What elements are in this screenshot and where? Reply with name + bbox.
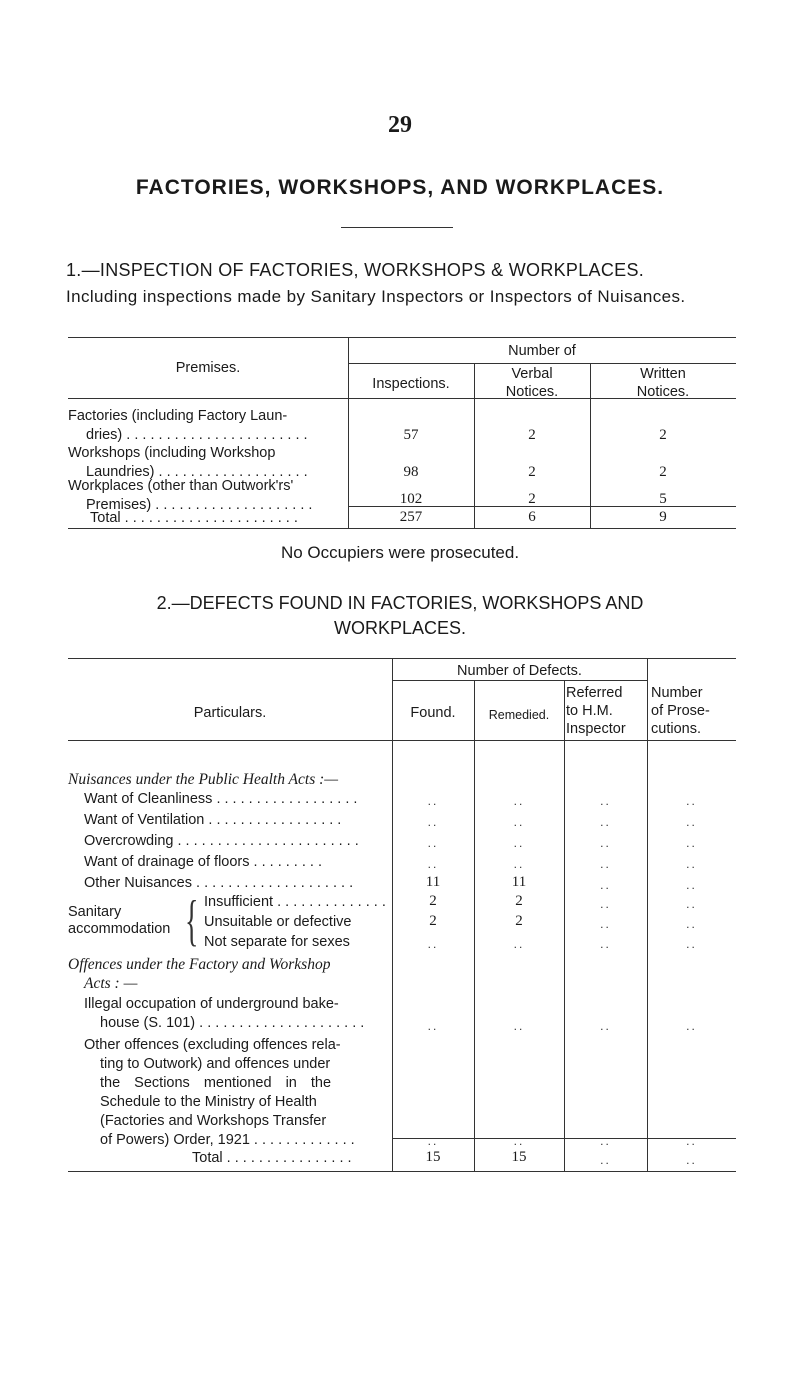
premises-row-factories	[68, 407, 308, 445]
cell-found: ..	[427, 1134, 439, 1148]
section1-title: 1.—INSPECTION OF FACTORIES, WORKSHOPS & WORKPLACES.	[66, 260, 645, 280]
header-prosecutions-line1: Number	[651, 685, 703, 701]
group-heading-factory-acts	[68, 955, 330, 993]
cell-remedied: ..	[513, 836, 525, 850]
cell-referred: ..	[600, 1134, 611, 1148]
offence-line: ting to Outwork) and offences under	[100, 1056, 331, 1072]
row-label-line2: Premises) . . . . . . . . . . . . . . . . . . . .	[86, 497, 313, 513]
cell-referred: ..	[600, 937, 611, 951]
row-label-line1: Workplaces (other than Outwork'rs'	[68, 478, 294, 494]
header-verbal-line1: Verbal	[511, 366, 553, 382]
cell-found: ..	[427, 937, 439, 951]
cell-verbal: 2	[528, 464, 536, 480]
sanitary-label-line2: accommodation	[68, 921, 171, 937]
header-written-notices	[590, 365, 736, 401]
cell-found: ..	[427, 836, 439, 850]
header-referred-underline	[566, 740, 647, 741]
table1-bottom-rule	[68, 528, 736, 529]
table1-top-rule	[68, 337, 736, 338]
offence-line: Schedule to the Ministry of Health	[100, 1094, 317, 1110]
header-prosecutions	[651, 684, 736, 738]
cell-prosecutions: ..	[686, 917, 697, 931]
header-referred-line3: Inspector	[566, 721, 626, 737]
offence-line: of Powers) Order, 1921 . . . . . . . . . . . . .	[100, 1132, 355, 1148]
total-referred: ..	[600, 1153, 611, 1167]
cell-prosecutions: ..	[686, 857, 697, 871]
total-verbal: 6	[528, 509, 536, 525]
cell-remedied: ..	[513, 857, 525, 871]
table2-bottom-rule	[68, 1171, 736, 1172]
cell-prosecutions: ..	[686, 1134, 697, 1148]
header-remedied: Remedied.	[488, 708, 550, 722]
header-verbal-line2: Notices.	[505, 384, 559, 400]
page-title: FACTORIES, WORKSHOPS, AND WORKPLACES.	[135, 176, 665, 199]
cell-found: 11	[425, 874, 441, 890]
table1-header-subrule	[348, 363, 736, 364]
cell-found: 2	[429, 893, 437, 909]
header-particulars: Particulars.	[193, 705, 267, 721]
table2-top-rule	[68, 658, 736, 659]
section2-title	[0, 591, 800, 641]
cell-found: ..	[427, 1019, 439, 1033]
total-written: 9	[659, 509, 667, 525]
prosecution-note: No Occupiers were prosecuted.	[280, 543, 520, 562]
cell-prosecutions: ..	[686, 794, 697, 808]
row-label-line2: Laundries) . . . . . . . . . . . . . . . . . . .	[86, 464, 308, 480]
cell-prosecutions: ..	[686, 878, 697, 892]
section1-subtitle: Including inspections made by Sanitary Inspectors or Inspectors of Nuisances.	[66, 287, 686, 306]
defect-row-other-nuisances: Other Nuisances . . . . . . . . . . . . . . . . . . . .	[84, 875, 354, 891]
cell-remedied: 2	[515, 913, 523, 929]
cell-prosecutions: ..	[686, 815, 697, 829]
cell-remedied: ..	[513, 1019, 525, 1033]
cell-referred: ..	[600, 917, 611, 931]
section2-title-line1: 2.—DEFECTS FOUND IN FACTORIES, WORKSHOPS AND	[156, 593, 644, 613]
sanitary-row-insufficient: Insufficient . . . . . . . . . . . . . .	[204, 894, 386, 910]
cell-referred: ..	[600, 878, 611, 892]
header-number-of-defects: Number of Defects.	[457, 663, 582, 679]
header-written-line2: Notices.	[636, 384, 690, 400]
defect-row-ventilation: Want of Ventilation . . . . . . . . . . . . . . . . .	[84, 812, 342, 828]
header-verbal-notices	[474, 365, 590, 401]
brace-icon: {	[185, 890, 199, 952]
group2-heading-line1: Offences under the Factory and Workshop	[68, 956, 331, 973]
cell-written: 2	[659, 427, 667, 443]
cell-found: ..	[427, 794, 439, 808]
table2-col-divider-4	[647, 658, 648, 1171]
group2-heading-line2: Acts : —	[84, 975, 138, 992]
header-written-line1: Written	[640, 366, 686, 382]
cell-inspections: 102	[399, 491, 423, 507]
row-label-line1: Workshops (including Workshop	[68, 445, 276, 461]
row-label-line2: dries) . . . . . . . . . . . . . . . . . . . . . . .	[86, 427, 308, 443]
header-prosecutions-line2: of Prose-	[651, 703, 710, 719]
total-remedied: 15	[511, 1149, 527, 1165]
cell-prosecutions: ..	[686, 836, 697, 850]
offence-line: Illegal occupation of underground bake-	[84, 996, 339, 1012]
offence-row-other	[84, 1036, 355, 1150]
cell-referred: ..	[600, 897, 611, 911]
sanitary-label-line1: Sanitary	[68, 904, 122, 920]
cell-verbal: 2	[528, 491, 536, 507]
cell-remedied: ..	[513, 1134, 525, 1148]
offence-line: the Sections mentioned in the	[100, 1075, 332, 1091]
cell-referred: ..	[600, 815, 611, 829]
header-premises: Premises.	[175, 360, 241, 376]
header-inspections: Inspections.	[372, 376, 450, 392]
cell-referred: ..	[600, 794, 611, 808]
page-number: 29	[388, 112, 412, 138]
cell-found: ..	[427, 857, 439, 871]
total-prosecutions: ..	[686, 1153, 697, 1167]
cell-verbal: 2	[528, 427, 536, 443]
header-number-of: Number of	[508, 343, 576, 359]
total-found: 15	[425, 1149, 441, 1165]
cell-remedied: 2	[515, 893, 523, 909]
cell-written: 2	[659, 464, 667, 480]
cell-found: 2	[429, 913, 437, 929]
sanitary-accommodation-label	[68, 904, 170, 938]
cell-referred: ..	[600, 857, 611, 871]
cell-prosecutions: ..	[686, 1019, 697, 1033]
sanitary-row-unsuitable: Unsuitable or defective	[204, 914, 352, 930]
cell-written: 5	[659, 491, 667, 507]
cell-inspections: 57	[403, 427, 419, 443]
cell-remedied: ..	[513, 815, 525, 829]
total-inspections: 257	[399, 509, 423, 525]
offence-line: Other offences (excluding offences rela-	[84, 1037, 341, 1053]
defect-row-cleanliness: Want of Cleanliness . . . . . . . . . . . . . . . . . .	[84, 791, 358, 807]
header-found: Found.	[410, 705, 456, 721]
cell-prosecutions: ..	[686, 897, 697, 911]
header-referred-line1: Referred	[566, 685, 623, 701]
header-prosecutions-line3: cutions.	[651, 721, 701, 737]
cell-found: ..	[427, 815, 439, 829]
offence-line: house (S. 101) . . . . . . . . . . . . . . . . . . . . .	[100, 1015, 365, 1031]
header-referred-line2: to H.M.	[566, 703, 613, 719]
cell-remedied: ..	[513, 937, 525, 951]
sanitary-row-not-separate: Not separate for sexes	[204, 934, 350, 950]
cell-remedied: 11	[511, 874, 527, 890]
defect-row-overcrowding: Overcrowding . . . . . . . . . . . . . . . . . . . . . . .	[84, 833, 359, 849]
cell-referred: ..	[600, 836, 611, 850]
section2-title-line2: WORKPLACES.	[333, 618, 467, 638]
table2-header-subrule	[392, 680, 647, 681]
cell-remedied: ..	[513, 794, 525, 808]
header-referred	[566, 684, 647, 738]
row-label-line1: Factories (including Factory Laun-	[68, 408, 288, 424]
cell-prosecutions: ..	[686, 937, 697, 951]
defect-row-drainage: Want of drainage of floors . . . . . . . . .	[84, 854, 323, 870]
cell-inspections: 98	[403, 464, 419, 480]
cell-referred: ..	[600, 1019, 611, 1033]
offence-row-bakehouse	[84, 995, 364, 1033]
offence-line: (Factories and Workshops Transfer	[100, 1113, 327, 1129]
total-label: Total . . . . . . . . . . . . . . . . . . . . . .	[90, 510, 298, 526]
defects-total-label: Total . . . . . . . . . . . . . . . .	[192, 1150, 352, 1166]
title-rule	[341, 227, 453, 228]
group-heading-public-health: Nuisances under the Public Health Acts :—	[68, 771, 339, 788]
